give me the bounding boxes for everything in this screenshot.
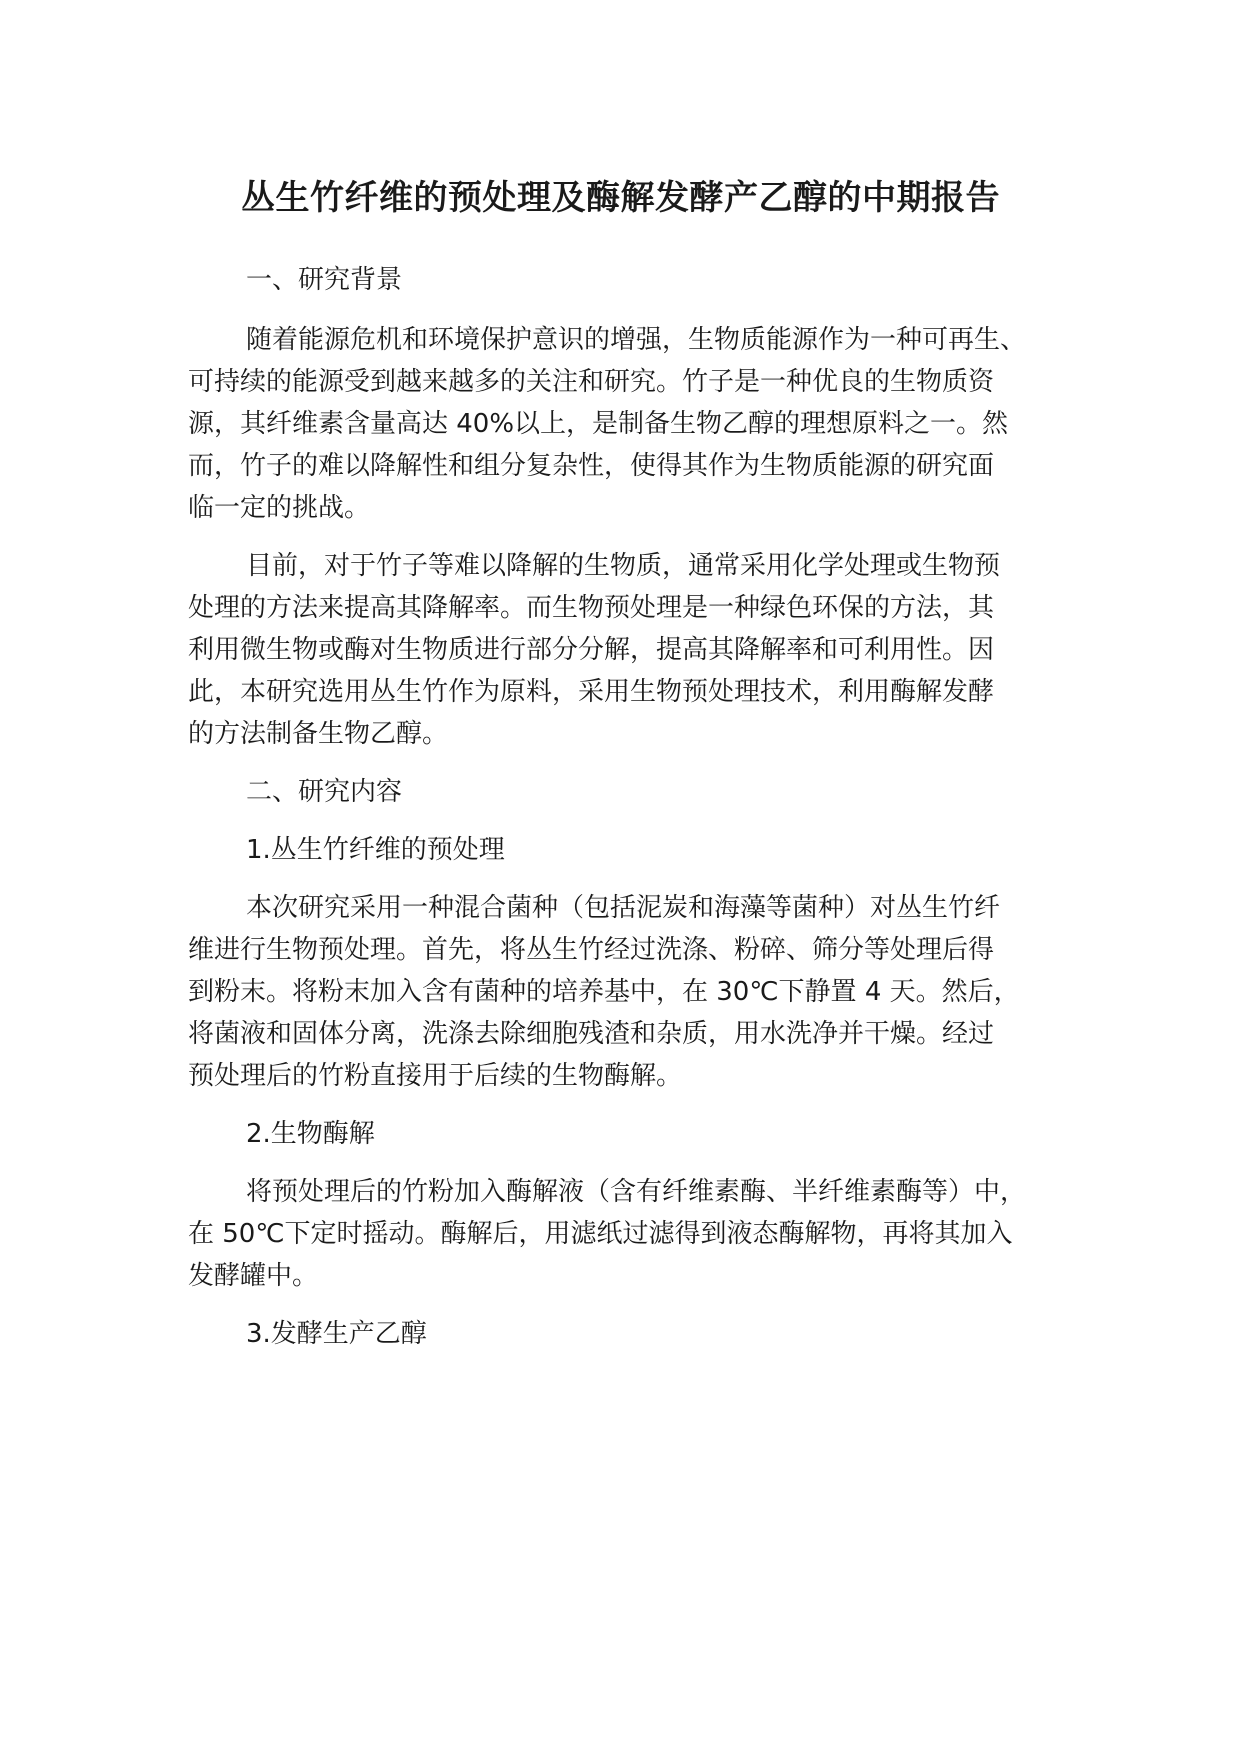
paragraph-3-line-3: 到粉末。将粉末加入含有菌种的培养基中，在 30℃下静置 4 天。然后，: [188, 977, 1020, 1007]
subsection-heading-enzymolysis: 2.生物酶解: [246, 1119, 375, 1149]
paragraph-2-line-3: 利用微生物或酶对生物质进行部分分解，提高其降解率和可利用性。因: [188, 635, 995, 665]
paragraph-2-line-2: 处理的方法来提高其降解率。而生物预处理是一种绿色环保的方法，其: [188, 593, 995, 623]
paragraph-2-line-5: 的方法制备生物乙醇。: [188, 719, 449, 749]
paragraph-1-line-5: 临一定的挑战。: [188, 493, 371, 523]
section-heading-content: 二、研究内容: [246, 777, 403, 807]
paragraph-2-line-1: 目前，对于竹子等难以降解的生物质，通常采用化学处理或生物预: [246, 551, 1001, 581]
page-title: 丛生竹纤维的预处理及酶解发酵产乙醇的中期报告: [241, 178, 1000, 218]
paragraph-3-line-4: 将菌液和固体分离，洗涤去除细胞残渣和杂质，用水洗净并干燥。经过: [188, 1019, 995, 1049]
paragraph-1-line-1: 随着能源危机和环境保护意识的增强，生物质能源作为一种可再生、: [246, 325, 1027, 355]
paragraph-1-line-2: 可持续的能源受到越来越多的关注和研究。竹子是一种优良的生物质资: [188, 367, 995, 397]
subsection-heading-fermentation: 3.发酵生产乙醇: [246, 1319, 427, 1349]
paragraph-3-line-5: 预处理后的竹粉直接用于后续的生物酶解。: [188, 1061, 683, 1091]
subsection-heading-pretreatment: 1.丛生竹纤维的预处理: [246, 835, 505, 865]
paragraph-3-line-1: 本次研究采用一种混合菌种（包括泥炭和海藻等菌种）对丛生竹纤: [246, 893, 1001, 923]
paragraph-4-line-3: 发酵罐中。: [188, 1261, 319, 1291]
paragraph-1-line-3: 源，其纤维素含量高达 40%以上，是制备生物乙醇的理想原料之一。然: [188, 409, 1009, 439]
paragraph-3-line-2: 维进行生物预处理。首先，将丛生竹经过洗涤、粉碎、筛分等处理后得: [188, 935, 995, 965]
paragraph-1-line-4: 而，竹子的难以降解性和组分复杂性，使得其作为生物质能源的研究面: [188, 451, 995, 481]
paragraph-4-line-1: 将预处理后的竹粉加入酶解液（含有纤维素酶、半纤维素酶等）中，: [246, 1177, 1027, 1207]
paragraph-2-line-4: 此，本研究选用丛生竹作为原料，采用生物预处理技术，利用酶解发酵: [188, 677, 995, 707]
paragraph-4-line-2: 在 50℃下定时摇动。酶解后，用滤纸过滤得到液态酶解物，再将其加入: [188, 1219, 1013, 1249]
section-heading-background: 一、研究背景: [246, 265, 403, 295]
